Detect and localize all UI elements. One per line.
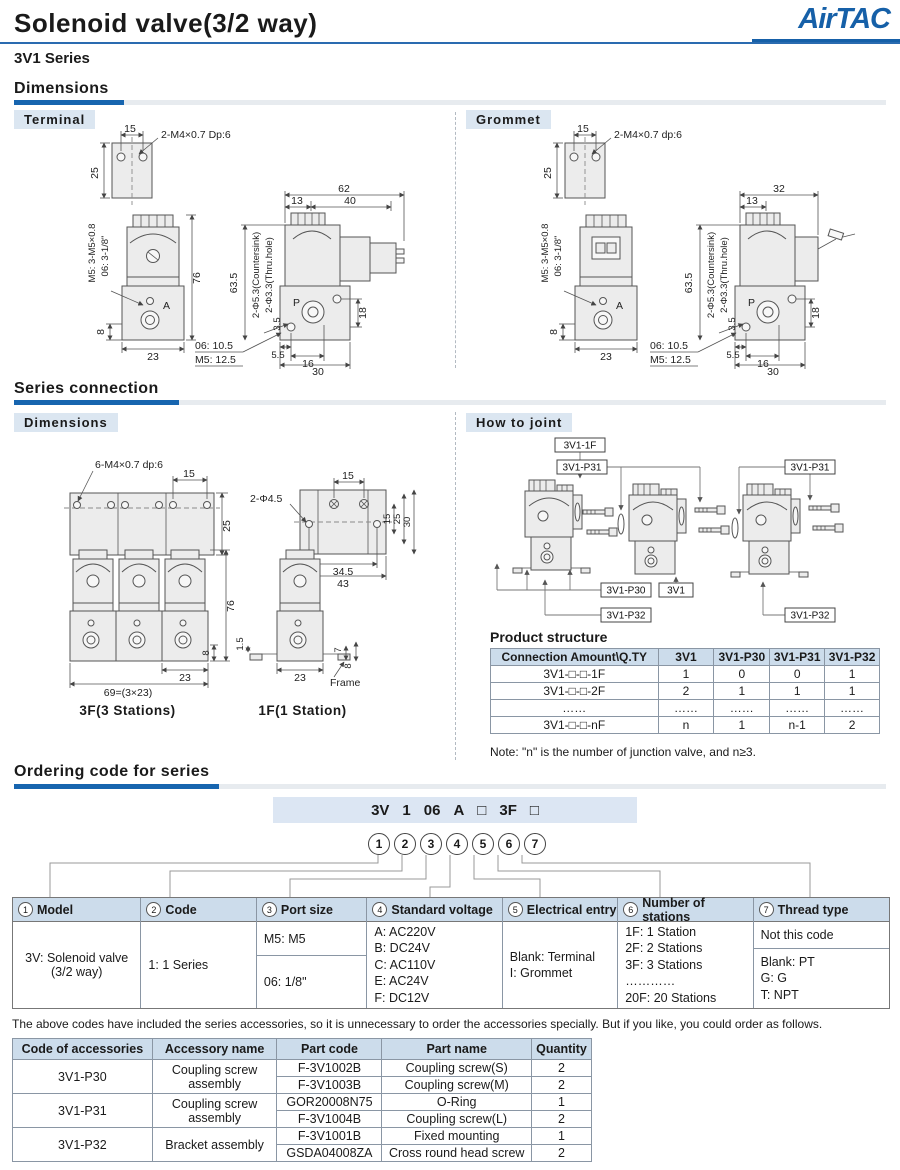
dim-25: 25 [542,167,554,179]
cell: 0 [714,666,770,683]
code-part: 3V [371,801,390,819]
part-qty: 2 [531,1060,591,1077]
panel-label-sc-dimensions: Dimensions [14,413,118,432]
accessory-code: 3V1-P31 [13,1094,153,1128]
col-title: Electrical entry [526,902,617,917]
series-connection-drawing [0,438,455,703]
product-structure-note: Note: "n" is the number of junction valve, and n≥3. [490,745,756,759]
col-header: Accessory name [152,1039,277,1060]
cell: 1 [825,666,880,683]
code-part: 3F [499,801,517,819]
cell-line: F: DC12V [374,990,430,1005]
cell: n-1 [770,717,825,734]
cell: 1 [658,666,714,683]
part-code: F-3V1004B [277,1111,382,1128]
label-3v1-p32-left: 3V1-P32 [606,610,646,622]
cell-line: M5: M5 [257,922,367,956]
terminal-drawing [0,125,455,375]
col-header [141,898,255,922]
ordering-col-thread-type [753,898,889,1008]
part-code: F-3V1003B [277,1077,382,1094]
dim-18: 18 [810,307,822,319]
circled-number: 6 [623,902,638,917]
caption-1f: 1F(1 Station) [258,703,347,718]
grommet-top-view [542,125,682,205]
code-part: 1 [402,801,411,819]
how-to-joint-drawing [455,432,900,630]
dim-69: 69=(3×23) [103,687,153,699]
table-header-row [491,649,880,666]
single-top-view [250,470,414,590]
cell-line: B: DC24V [374,941,430,956]
callout-6m4: 6-M4×0.7 dp:6 [95,459,164,471]
cell-line: 2F: 2 Stations [625,941,703,956]
dim-25: 25 [221,520,233,532]
col-title: Standard voltage [391,902,493,917]
dim-25: 25 [89,167,101,179]
cell-line: ………… [625,974,676,989]
cell-line: (3/2 way) [51,965,103,979]
part-code: GSDA04008ZA [277,1145,382,1162]
cell-line: A: AC220V [374,924,436,939]
cell-line: G: G [760,971,788,986]
part-name: O-Ring [382,1094,532,1111]
circle-number: 4 [446,833,468,855]
label-thruhole: 2-Φ3.3(Thru.hole) [264,237,275,313]
cell-line: 3F: 3 Stations [625,957,703,972]
dim-15: 15 [577,125,589,135]
col-body [141,922,255,1008]
cell-line: 06: 1/8" [263,975,307,989]
circled-number: 1 [18,902,33,917]
dim-23: 23 [147,351,159,363]
bar-gray [179,400,886,405]
dim-8: 8 [343,663,354,669]
circled-number: 4 [372,902,387,917]
dim-63-5: 63.5 [228,272,240,294]
ordering-col-stations [617,895,752,1008]
dim-34-5: 34.5 [332,566,354,578]
part-qty: 1 [531,1128,591,1145]
grommet-drawing [455,125,900,375]
table-header-row [13,1039,592,1060]
cell-line: 3V: Solenoid valve [25,951,129,965]
cell: …… [825,700,880,717]
cell-line: C: AC110V [374,957,436,972]
col-title: Code [165,902,197,917]
col-header: 3V1 [658,649,714,666]
label-3v1-p31-right: 3V1-P31 [790,462,830,474]
ordering-col-code [140,898,255,1008]
circled-number: 3 [262,902,277,917]
label-m5: M5: 3-M5×0.8 [87,223,98,283]
cell: 1 [825,683,880,700]
product-structure-title: Product structure [490,629,608,645]
table-row [13,1094,592,1111]
col-header [257,898,367,922]
cell-line: 1F: 1 Station [625,924,697,939]
col-body [503,922,617,1008]
terminal-side-view [195,183,404,375]
cell: 2 [658,683,714,700]
ordering-col-voltage [366,898,501,1008]
circle-number: 5 [472,833,494,855]
col-header: 3V1-P32 [825,649,880,666]
dim-8: 8 [548,329,560,335]
ordering-code-box [273,797,637,823]
label-countersink: 2-Φ5.3(Countersink) [706,231,717,319]
cell-line: 20F: 20 Stations [625,990,717,1005]
manifold-front-view [70,550,237,699]
cell-line: I: Grommet [509,966,573,980]
dim-40: 40 [344,195,356,207]
table-row [491,666,880,683]
section-title-ordering: Ordering code for series [14,763,210,780]
dim-15-right: 15 [382,513,393,525]
part-code: GOR20008N75 [277,1094,382,1111]
dim-23: 23 [600,351,612,363]
dim-15: 15 [124,125,136,135]
section-title-dimensions: Dimensions [14,80,109,97]
frame-label: Frame [330,677,361,689]
section-title-series-connection: Series connection [14,380,159,397]
dim-63-5: 63.5 [683,272,695,294]
accessory-code: 3V1-P32 [13,1128,153,1162]
col-header [367,898,501,922]
col-title: Model [37,902,74,917]
cell: …… [658,700,714,717]
cell: …… [714,700,770,717]
col-header: 3V1-P31 [770,649,825,666]
accessories-note: The above codes have included the series accessories, so it is unnecessary to order the accessories specially. But if you like, you could order as follows. [12,1017,823,1031]
manifold-top-view [64,459,233,555]
note-06: 06: 10.5 [195,340,233,352]
label-countersink: 2-Φ5.3(Countersink) [251,231,262,319]
label-3v1-p31-left: 3V1-P31 [562,462,602,474]
cell: 1 [770,683,825,700]
label-m5: M5: 3-M5×0.8 [540,223,551,283]
header-rule [0,42,900,44]
dim-30: 30 [312,366,324,375]
callout-m4: 2-M4×0.7 dp:6 [614,129,683,141]
label-3v1: 3V1 [667,585,685,597]
col-title: Number of stations [642,895,705,924]
joint-valve-unit-2 [629,484,686,574]
cell: 3V1-□-□-2F [491,683,659,700]
bar-accent [14,400,179,405]
dim-1-5: 1.5 [235,637,246,651]
part-code: F-3V1002B [277,1060,382,1077]
cell: 3V1-□-□-1F [491,666,659,683]
page-title: Solenoid valve(3/2 way) [14,8,318,38]
circle-number: 6 [498,833,520,855]
dim-3-5: 3.5 [727,317,738,331]
grommet-front-view [540,215,637,363]
code-part: □ [529,801,539,819]
dim-30-right: 30 [402,516,413,528]
dim-3-5: 3.5 [272,317,283,331]
terminal-top-view [89,125,231,205]
dim-13: 13 [291,195,303,207]
dim-43: 43 [337,578,349,590]
cell: …… [770,700,825,717]
part-name: Cross round head screw [382,1145,532,1162]
part-name: Coupling screw(M) [382,1077,532,1094]
circle-number: 2 [394,833,416,855]
logo-underline [752,39,900,42]
note-m5: M5: 12.5 [195,354,236,366]
joint-coupling-screws [583,504,843,536]
circled-number: 5 [508,902,523,917]
ordering-connector-lines [0,855,900,897]
part-qty: 2 [531,1111,591,1128]
cell-line: Blank: PT [760,954,815,969]
dim-8: 8 [201,650,212,656]
circle-number: 3 [420,833,442,855]
circled-number: 7 [759,902,774,917]
accessories-table [12,1038,592,1162]
table-row [491,717,880,734]
dim-30: 30 [767,366,779,375]
product-structure-table [490,648,880,734]
thread-type-list [754,949,889,1008]
ordering-col-model [13,898,140,1008]
note-06: 06: 10.5 [650,340,688,352]
bar-accent [14,100,124,105]
joint-valve-unit-3 [731,484,808,577]
port-a-label: A [163,300,171,312]
callout-phi45: 2-Φ4.5 [250,493,283,505]
dim-5-5: 5.5 [726,350,740,361]
dim-76: 76 [225,600,237,612]
label-06: 06: 3-1/8" [100,235,111,277]
port-p-label: P [293,297,301,309]
col-header: 3V1-P30 [714,649,770,666]
cell-line: Not this code [754,922,889,949]
joint-valve-unit-1 [513,480,590,573]
accessory-name: Bracket assembly [152,1128,277,1162]
port-p-label: P [748,297,756,309]
dim-23: 23 [294,672,306,684]
cell-line: E: AC24V [374,974,429,989]
col-body [13,922,140,1008]
col-header [503,898,617,922]
series-subtitle: 3V1 Series [14,50,90,67]
panel-label-how-to-joint: How to joint [466,413,572,432]
cell: 2 [825,717,880,734]
dim-32: 32 [773,183,785,195]
cell-line: T: NPT [760,987,799,1002]
accessory-name: Coupling screw assembly [152,1094,277,1128]
terminal-front-view [87,215,203,363]
cell: …… [491,700,659,717]
dim-25-right: 25 [392,513,403,525]
dim-18: 18 [357,307,369,319]
panel-label-terminal: Terminal [14,110,95,129]
port-a-label: A [616,300,624,312]
col-title: Thread type [777,902,849,917]
part-qty: 2 [531,1077,591,1094]
table-row [491,700,880,717]
ordering-circle-row [368,833,546,855]
ordering-col-port-size [256,898,367,1008]
dim-5-5: 5.5 [271,350,285,361]
part-name: Coupling screw(L) [382,1111,532,1128]
col-header [618,895,752,924]
bar-accent [14,784,219,789]
col-header: Code of accessories [13,1039,153,1060]
grommet-side-view [650,183,855,375]
dim-16: 16 [302,358,314,370]
dim-13: 13 [746,195,758,207]
panel-label-grommet: Grommet [466,110,551,129]
col-title: Port size [280,902,333,917]
bar-gray [124,100,886,105]
part-name: Coupling screw(S) [382,1060,532,1077]
part-qty: 1 [531,1094,591,1111]
col-header [754,898,889,922]
accessory-name: Coupling screw assembly [152,1060,277,1094]
label-3v1-p32-right: 3V1-P32 [790,610,830,622]
brand-logo: AirTAC [798,3,890,35]
accessory-code: 3V1-P30 [13,1060,153,1094]
dim-62: 62 [338,183,350,195]
bar-gray [219,784,886,789]
circle-number: 7 [524,833,546,855]
col-body [618,922,752,1008]
label-06: 06: 3-1/8" [553,235,564,277]
dim-8: 8 [95,329,107,335]
cell-line: Blank: Terminal [509,949,595,964]
note-m5: M5: 12.5 [650,354,691,366]
col-body [754,922,889,1008]
cell: 1 [714,683,770,700]
cell: 1 [714,717,770,734]
part-code: F-3V1001B [277,1128,382,1145]
code-part: □ [477,801,487,819]
callout-m4: 2-M4×0.7 Dp:6 [161,129,231,141]
table-row [13,1060,592,1077]
cell: 3V1-□-□-nF [491,717,659,734]
table-row [13,1128,592,1145]
col-header: Connection Amount\Q.TY [491,649,659,666]
dim-23: 23 [179,672,191,684]
col-header: Quantity [531,1039,591,1060]
circled-number: 2 [146,902,161,917]
code-part: 06 [423,801,441,819]
dim-15: 15 [183,468,195,480]
col-header: Part name [382,1039,532,1060]
code-part: A [453,801,465,819]
ordering-col-electrical-entry [502,898,617,1008]
label-3v1-1f: 3V1-1F [563,440,597,452]
table-row [491,683,880,700]
col-header: Part code [277,1039,382,1060]
col-body [367,922,501,1008]
cell: 0 [770,666,825,683]
dim-15-top: 15 [342,470,354,482]
cell: n [658,717,714,734]
dim-76: 76 [191,272,203,284]
label-thruhole: 2-Φ3.3(Thru.hole) [719,237,730,313]
col-header [13,898,140,922]
col-body [257,922,367,1008]
circle-number: 1 [368,833,390,855]
caption-3f: 3F(3 Stations) [79,703,176,718]
part-qty: 2 [531,1145,591,1162]
dim-16: 16 [757,358,769,370]
cell-line: 1: 1 Series [148,957,209,972]
dim-7: 7 [333,647,344,653]
part-name: Fixed mounting [382,1128,532,1145]
ordering-table [12,897,890,1009]
label-3v1-p30: 3V1-P30 [606,585,646,597]
